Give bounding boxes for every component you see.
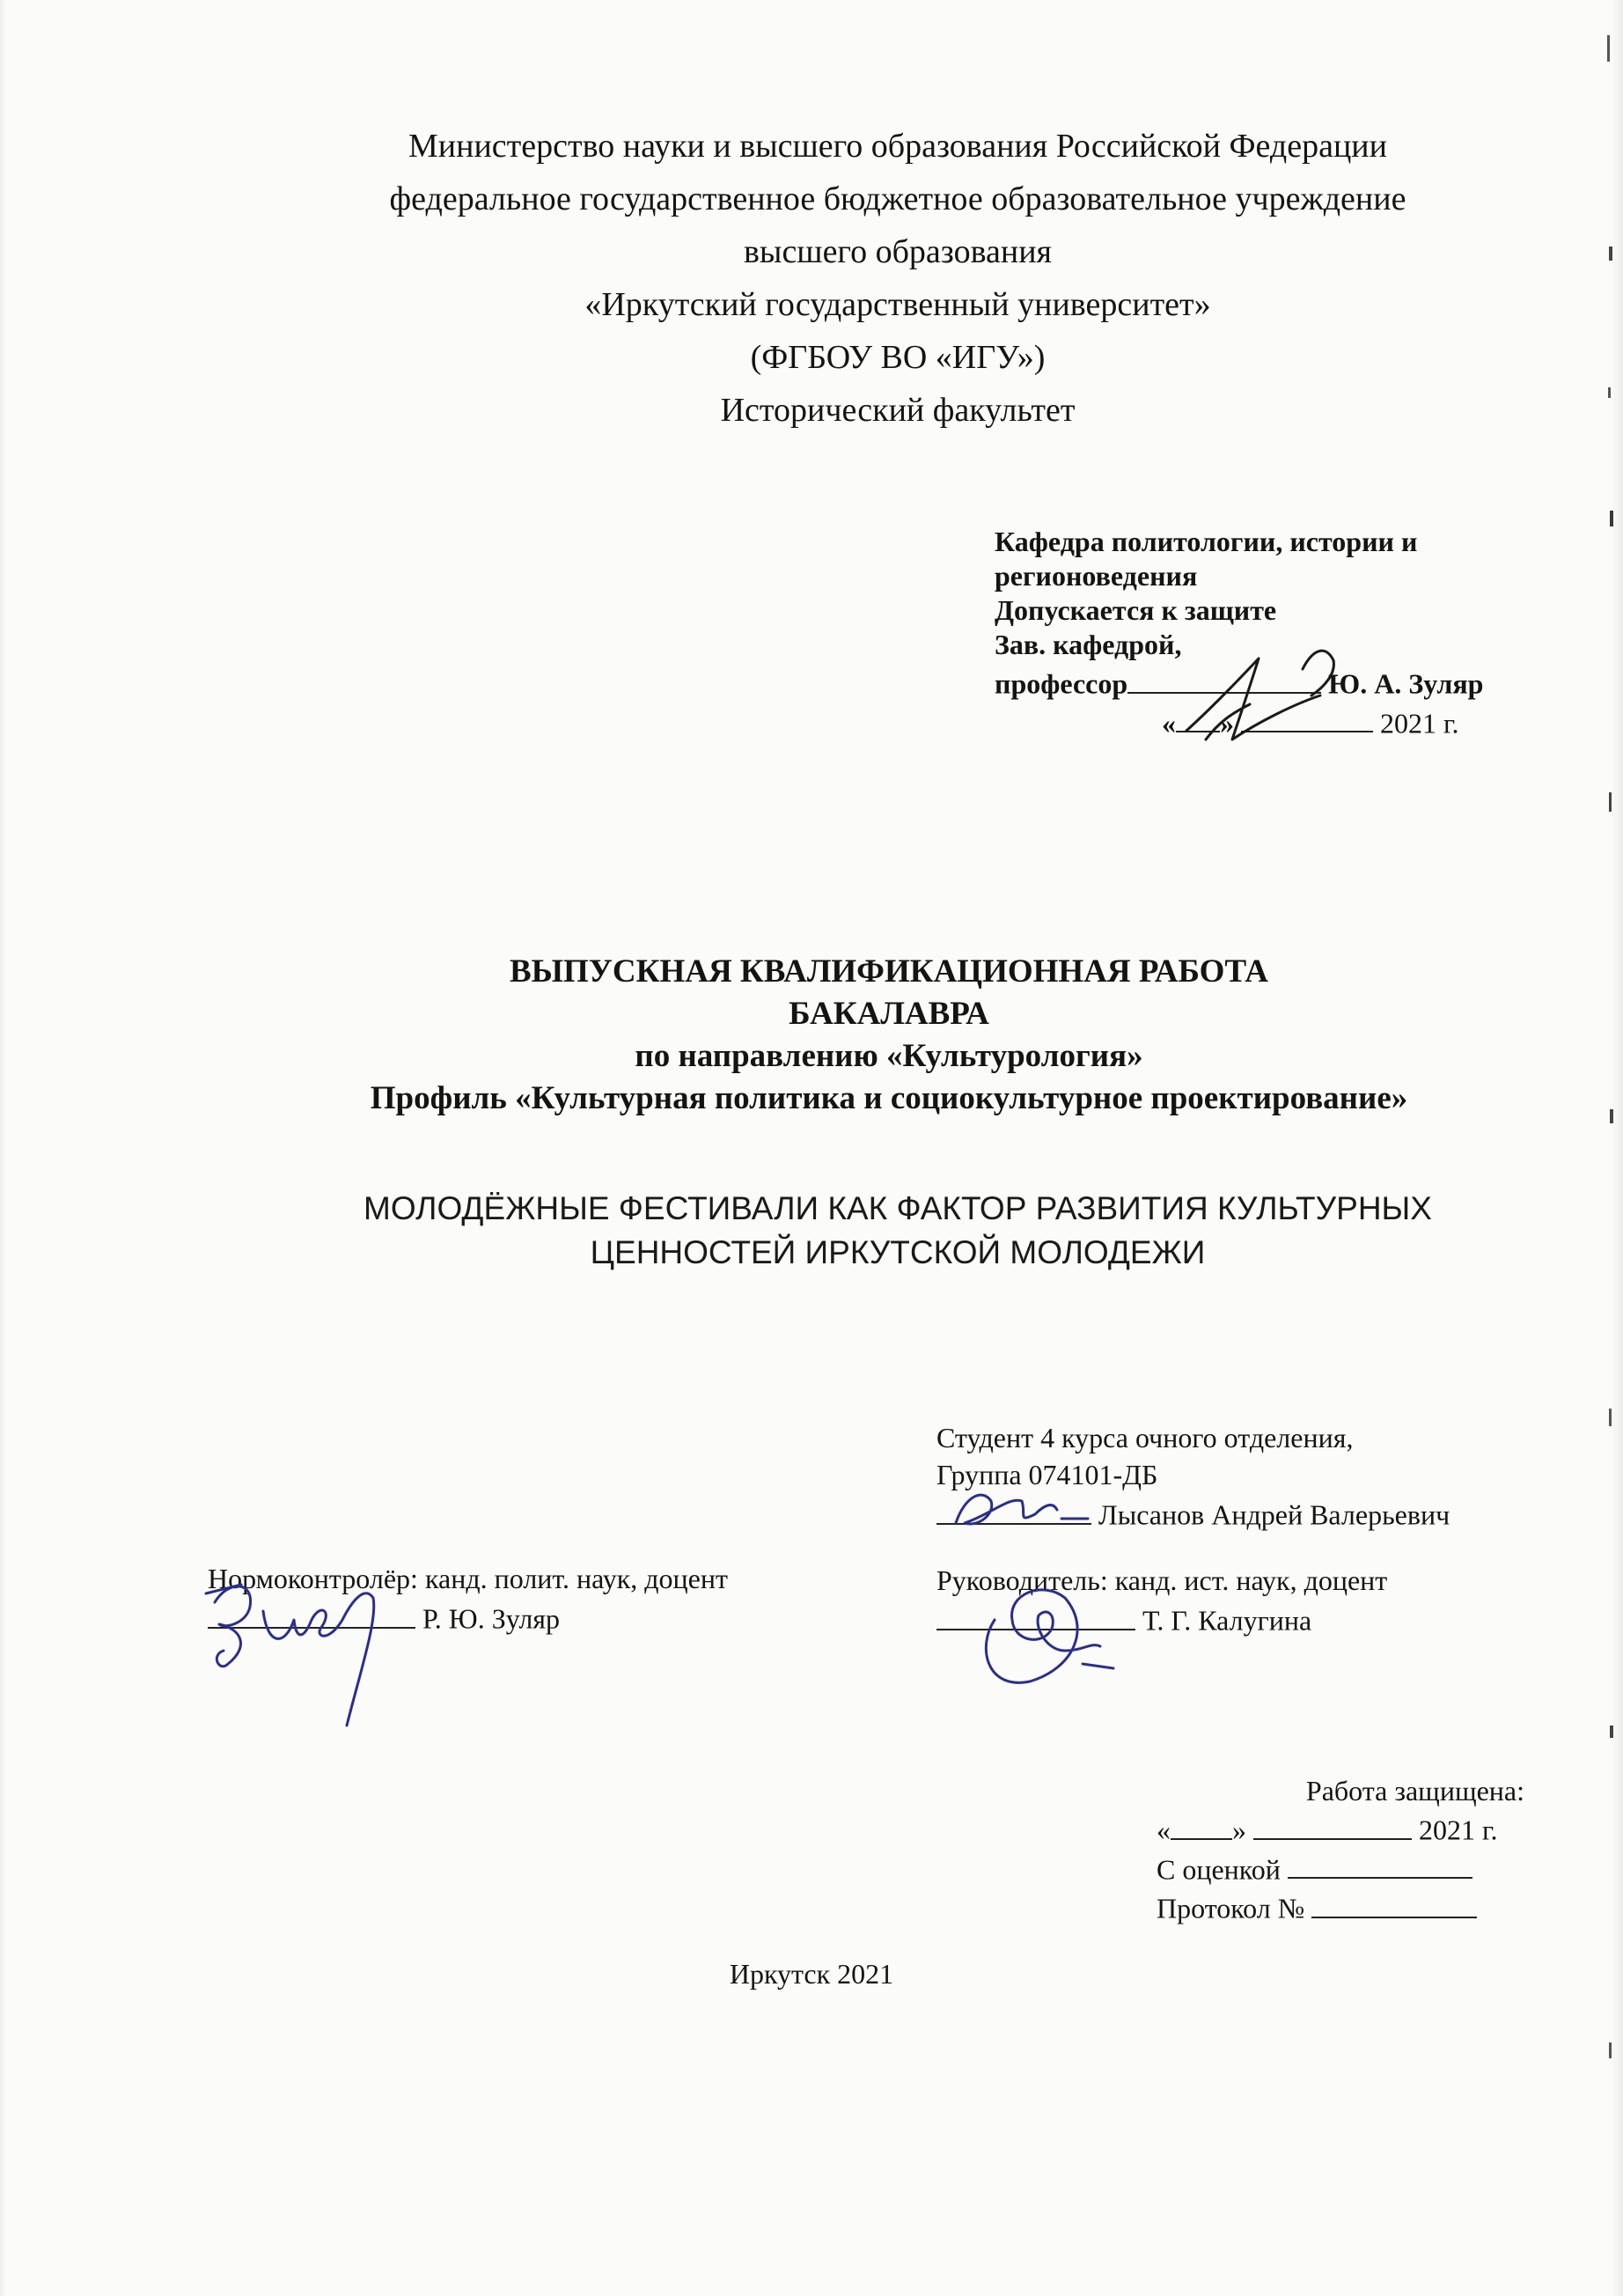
protocol-label: Протокол № [1157, 1892, 1305, 1924]
normcontrol-name: Р. Ю. Зуляр [422, 1602, 560, 1635]
protocol-blank [1311, 1887, 1477, 1918]
supervisor-signature-line [936, 1599, 1570, 1639]
admitted-to-defense: Допускается к защите [995, 594, 1277, 626]
date-quote-open: « [1162, 707, 1176, 740]
header-faculty: Исторический факультет [720, 392, 1076, 429]
supervisor-block [936, 1562, 1570, 1639]
student-signature-line [936, 1493, 1570, 1534]
topic-line1: МОЛОДЁЖНЫЕ ФЕСТИВАЛИ КАК ФАКТОР РАЗВИТИЯ КУЛЬТУРНЫХ [364, 1190, 1432, 1226]
defense-day-blank [1171, 1808, 1232, 1840]
defense-year: 2021 г. [1419, 1814, 1498, 1846]
supervisor-name: Т. Г. Калугина [1142, 1604, 1312, 1637]
thesis-type-line1: ВЫПУСКНАЯ КВАЛИФИКАЦИОННАЯ РАБОТА [509, 953, 1269, 990]
day-blank [1176, 702, 1220, 733]
header-university: «Иркутский государственный университет» [584, 286, 1211, 323]
thesis-direction: по направлению «Культурология» [635, 1038, 1143, 1074]
approver-title: профессор [995, 667, 1128, 700]
header-abbreviation: (ФГБОУ ВО «ИГУ») [750, 339, 1046, 376]
normcontrol-block [208, 1560, 824, 1637]
student-block [936, 1419, 1570, 1534]
student-name: Лысанов Андрей Валерьевич [1098, 1498, 1450, 1531]
thesis-title-block [246, 951, 1531, 1120]
work-protected: Работа защищена: [1305, 1775, 1524, 1807]
grade-label: С оценкой [1157, 1853, 1281, 1886]
approval-year: 2021 г. [1380, 707, 1459, 740]
thesis-type-line2: БАКАЛАВРА [789, 996, 989, 1032]
department-line1: Кафедра политологии, истории и [995, 526, 1418, 557]
normcontrol-signature-underline [208, 1597, 415, 1629]
normcontrol-role: Нормоконтролёр: канд. полит. наук, доцент [208, 1563, 728, 1594]
approval-date-line [995, 702, 1558, 741]
scan-edge-left [0, 0, 7, 2296]
grade-blank [1288, 1848, 1472, 1880]
grade-line [1157, 1848, 1570, 1888]
header-institution-type: федеральное государственное бюджетное образовательное учреждение [389, 180, 1406, 217]
header-education-level: высшего образования [743, 233, 1053, 270]
student-signature-underline [936, 1493, 1091, 1525]
supervisor-signature-underline [936, 1599, 1135, 1630]
approval-block [995, 525, 1558, 740]
normcontrol-signature-line [208, 1597, 824, 1637]
defense-date-line [1157, 1808, 1570, 1848]
student-group: Группа 074101-ДБ [936, 1459, 1158, 1490]
thesis-topic [229, 1187, 1567, 1275]
ministry-header [264, 120, 1531, 437]
date-quote-close: » [1220, 707, 1234, 740]
header-ministry: Министерство науки и высшего образования Российской Федерации [408, 128, 1387, 165]
approval-signature-line [995, 662, 1558, 702]
supervisor-role: Руководитель: канд. ист. наук, доцент [936, 1564, 1388, 1596]
defense-block [1157, 1773, 1570, 1926]
signature-underline [1127, 662, 1321, 694]
thesis-profile: Профиль «Культурная политика и социокультурное проектирование» [370, 1080, 1408, 1116]
student-course: Студент 4 курса очного отделения, [936, 1422, 1354, 1453]
topic-line2: ЦЕННОСТЕЙ ИРКУТСКОЙ МОЛОДЕЖИ [590, 1234, 1206, 1270]
department-line2: регионоведения [995, 560, 1198, 592]
month-blank [1241, 702, 1373, 733]
defense-month-blank [1253, 1808, 1412, 1840]
defense-quote-close: » [1232, 1814, 1246, 1846]
defense-quote-open: « [1157, 1814, 1171, 1846]
protocol-line [1157, 1887, 1570, 1926]
scan-specks [1602, 0, 1619, 2296]
approver-name: Ю. А. Зуляр [1328, 667, 1484, 700]
city-year: Иркутск 2021 [729, 1958, 894, 1990]
head-of-department: Зав. кафедрой, [995, 629, 1182, 660]
